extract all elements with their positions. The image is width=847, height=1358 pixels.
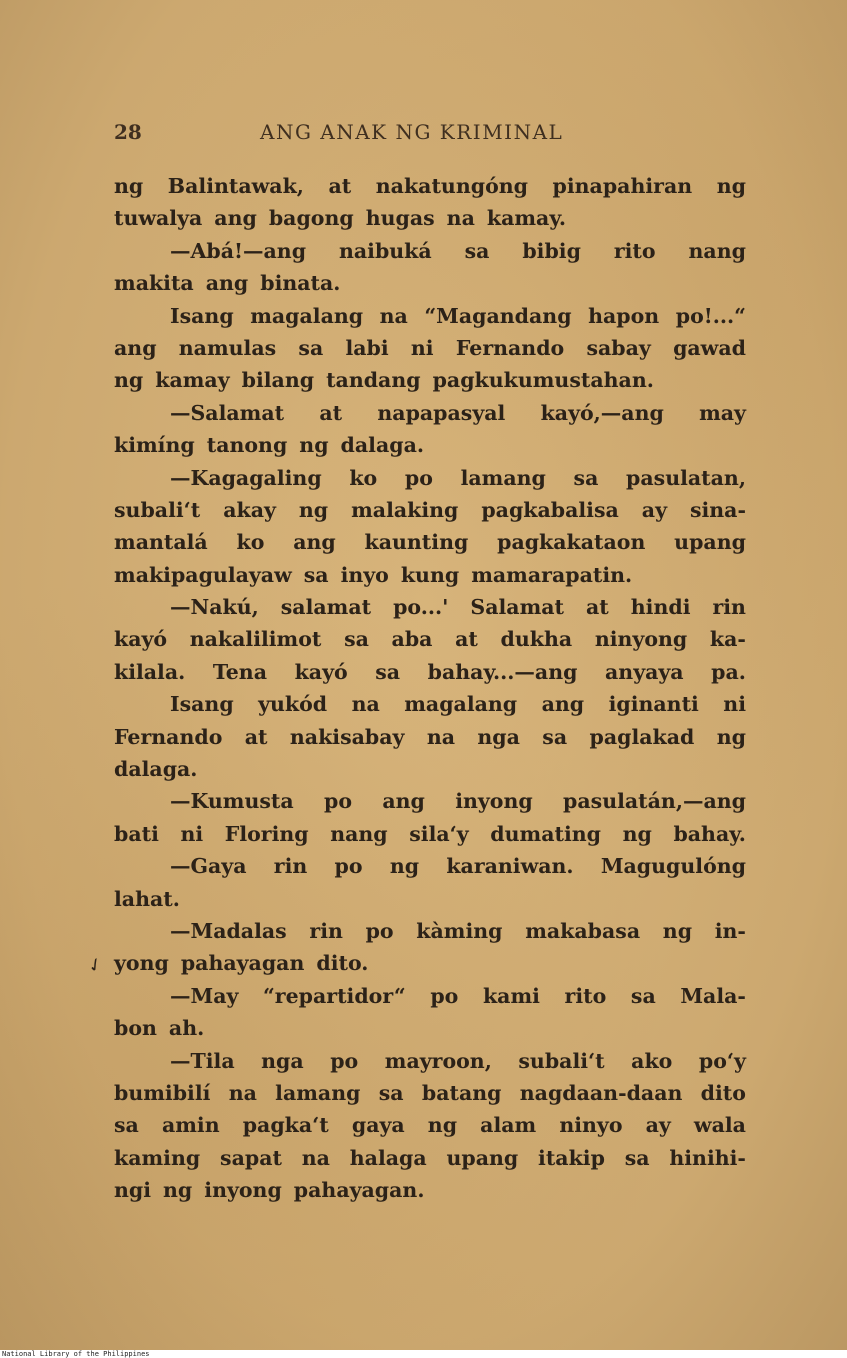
word: dukha <box>500 627 573 652</box>
word: gaya <box>351 1113 405 1138</box>
word: na <box>228 1080 257 1105</box>
word: makipagulayaw <box>114 562 292 587</box>
word: aba <box>391 627 433 652</box>
word: yong <box>114 951 169 976</box>
word: rin <box>309 918 343 943</box>
word: bati <box>114 821 159 846</box>
word: —Abá!—ang <box>170 238 307 263</box>
word: nang <box>330 821 388 846</box>
body-text <box>114 170 746 1207</box>
word: na <box>351 692 380 717</box>
word: rin <box>712 595 746 620</box>
word: ng <box>299 433 329 458</box>
word: ng <box>114 174 144 198</box>
word: batang <box>421 1080 502 1105</box>
word: nagdaan-daan <box>519 1080 683 1105</box>
word: napapasyal <box>377 400 506 425</box>
word: na <box>301 1145 330 1170</box>
text-line <box>114 1174 746 1206</box>
word: lamang <box>460 465 546 490</box>
word: kilala. <box>114 659 186 684</box>
word: ng <box>716 724 746 749</box>
word: pagkabalisa <box>481 497 619 522</box>
word: pasulatán,—ang <box>563 789 746 814</box>
word: anyaya <box>605 659 684 684</box>
word: bon <box>114 1016 157 1041</box>
word: inyong <box>455 789 533 814</box>
word: tuwalya <box>114 206 203 231</box>
word: may <box>699 400 746 425</box>
text-line <box>114 559 746 591</box>
word: ng <box>716 174 746 198</box>
word: hugas <box>365 206 435 231</box>
word: subali‘t <box>114 497 201 522</box>
word: sina- <box>689 497 746 522</box>
word: na <box>446 206 475 231</box>
page-number: 28 <box>114 120 142 144</box>
word: kàming <box>416 918 503 943</box>
word: sa <box>378 1080 404 1105</box>
word: sa <box>542 724 568 749</box>
word: salamat <box>280 595 372 620</box>
word: sa <box>573 465 599 490</box>
word: subali‘t <box>518 1048 605 1073</box>
word: ninyong <box>594 627 688 652</box>
word: ang <box>114 335 157 360</box>
word: —Kumusta <box>170 789 294 814</box>
word: Salamat <box>470 595 565 620</box>
word: Fernando <box>114 724 223 749</box>
word: hapon <box>588 303 660 328</box>
word: po <box>404 465 433 490</box>
word: po‘y <box>698 1048 746 1073</box>
word: pinapahiran <box>552 174 693 198</box>
word: ng <box>114 368 144 393</box>
word: inyong <box>204 1178 282 1203</box>
word: Mala- <box>680 983 746 1008</box>
word: nakalilimot <box>189 627 322 652</box>
word: “repartidor“ <box>263 983 406 1008</box>
word: mantalá <box>114 530 208 555</box>
text-line <box>114 753 746 785</box>
text-line <box>114 332 746 364</box>
text-line <box>114 300 746 332</box>
word: bumibilí <box>114 1080 211 1105</box>
page-header <box>114 120 754 150</box>
word: —Salamat <box>170 400 285 425</box>
word: sa <box>344 627 369 652</box>
word: sa <box>303 562 329 587</box>
word: ang <box>382 789 425 814</box>
word: na <box>426 724 456 749</box>
word: bahay...—ang <box>427 659 578 684</box>
word: dumating <box>490 821 601 846</box>
word: pagkukumustahan. <box>432 368 654 393</box>
word: Balintawak, <box>167 174 304 198</box>
word: ko <box>349 465 378 490</box>
word: po...' <box>393 595 449 620</box>
word: yukód <box>258 692 328 717</box>
word: upang <box>446 1145 519 1170</box>
word: itakip <box>538 1145 605 1170</box>
word: na <box>379 303 408 328</box>
word: —Kagagaling <box>170 465 322 490</box>
word: ng <box>298 497 329 522</box>
word: po <box>334 854 363 879</box>
word: bilang <box>241 368 315 393</box>
text-line <box>114 1045 746 1077</box>
text-line <box>114 688 746 720</box>
word: pa. <box>711 659 746 684</box>
word: paglakad <box>589 724 695 749</box>
word: ang <box>541 692 585 717</box>
running-title: ANG ANAK NG KRIMINAL <box>260 120 564 144</box>
text-line <box>114 202 746 234</box>
word: nakatungóng <box>375 174 528 198</box>
word: bagong <box>268 206 354 231</box>
word: rito <box>564 983 607 1008</box>
word: nakisabay <box>289 724 405 749</box>
word: po <box>324 789 353 814</box>
text-line <box>114 494 746 526</box>
word: ng <box>427 1113 458 1138</box>
word: at <box>328 174 352 198</box>
word: pasulatan, <box>626 465 746 490</box>
word: bibig <box>522 238 581 263</box>
word: sa <box>375 659 401 684</box>
word: pagka‘t <box>242 1113 329 1138</box>
word: ako <box>631 1048 673 1073</box>
word: ng <box>163 1178 193 1203</box>
text-line <box>114 1077 746 1109</box>
text-line <box>114 170 746 202</box>
word: at <box>586 595 609 620</box>
word: wala <box>693 1113 746 1138</box>
word: ni <box>410 335 434 360</box>
text-line <box>114 1012 746 1044</box>
word: ng <box>389 854 420 879</box>
text-line <box>114 235 746 267</box>
word: akay <box>223 497 276 522</box>
word: po <box>330 1048 359 1073</box>
text-line <box>114 656 746 688</box>
text-line <box>114 1142 746 1174</box>
word: bahay. <box>673 821 746 846</box>
word: ka- <box>709 627 746 652</box>
word: po <box>430 983 459 1008</box>
word: ang <box>205 271 249 296</box>
word: lamang <box>275 1080 361 1105</box>
word: pagkakataon <box>497 530 646 555</box>
word: sapat <box>220 1145 282 1170</box>
word: malaking <box>351 497 459 522</box>
word: ng <box>622 821 652 846</box>
word: rin <box>273 854 308 879</box>
word: nga <box>261 1048 304 1073</box>
word: sila‘y <box>409 821 469 846</box>
word: sa <box>624 1145 650 1170</box>
word: —Nakú, <box>170 595 259 620</box>
text-line <box>114 883 746 915</box>
word: inyo <box>340 562 389 587</box>
word: at <box>455 627 478 652</box>
word: —May <box>170 983 239 1008</box>
word: tanong <box>206 433 288 458</box>
text-line <box>114 591 746 623</box>
text-line <box>114 623 746 655</box>
word: ay <box>641 497 667 522</box>
word: kaming <box>114 1145 201 1170</box>
word: kimíng <box>114 433 195 458</box>
word: kung <box>400 562 460 587</box>
word: ng <box>662 918 693 943</box>
text-line <box>114 397 746 429</box>
text-line <box>114 462 746 494</box>
word: —Madalas <box>170 918 287 943</box>
text-line <box>114 785 746 817</box>
word: sa <box>298 335 324 360</box>
word: in- <box>714 918 746 943</box>
word: hinihi- <box>669 1145 746 1170</box>
word: dalaga. <box>340 433 424 458</box>
text-line <box>114 818 746 850</box>
word: at <box>244 724 268 749</box>
footer-credit: National Library of the Philippines <box>2 1350 150 1358</box>
text-line <box>114 429 746 461</box>
word: tandang <box>326 368 421 393</box>
word: dito. <box>316 951 369 976</box>
word: —Gaya <box>170 854 247 879</box>
word: ni <box>723 692 746 717</box>
word: Magugulóng <box>600 854 746 879</box>
word: dalaga. <box>114 757 198 782</box>
text-line <box>114 1109 746 1141</box>
word: pahayagan. <box>293 1178 425 1203</box>
word: hindi <box>630 595 691 620</box>
word: kaunting <box>364 530 469 555</box>
word: kayó <box>114 627 168 652</box>
word: ang <box>293 530 336 555</box>
word: halaga <box>349 1145 427 1170</box>
word: kamay <box>155 368 230 393</box>
word: iginanti <box>608 692 699 717</box>
word: ay <box>645 1113 671 1138</box>
word: Isang <box>170 303 234 328</box>
word: mayroon, <box>384 1048 492 1073</box>
word: —Tila <box>170 1048 235 1073</box>
word: rito <box>613 238 656 263</box>
word: naibuká <box>338 238 432 263</box>
word: kayó,—ang <box>540 400 664 425</box>
word: at <box>319 400 343 425</box>
word: Fernando <box>455 335 565 360</box>
word: makabasa <box>525 918 641 943</box>
word: ninyo <box>559 1113 623 1138</box>
word: ngi <box>114 1178 152 1203</box>
word: ah. <box>168 1016 205 1041</box>
text-line <box>114 364 746 396</box>
pencil-mark: ✓ <box>83 952 108 979</box>
word: makita <box>114 271 194 296</box>
word: nang <box>688 238 746 263</box>
word: binata. <box>260 271 341 296</box>
word: ko <box>236 530 265 555</box>
text-line <box>114 947 746 979</box>
text-line <box>114 850 746 882</box>
word: pahayagan <box>180 951 305 976</box>
word: po <box>365 918 394 943</box>
word: karaniwan. <box>446 854 574 879</box>
word: kamay. <box>486 206 567 231</box>
word: lahat. <box>114 886 180 911</box>
word: sabay <box>586 335 651 360</box>
word: amin <box>161 1113 220 1138</box>
word: “Magandang <box>424 303 572 328</box>
word: sa <box>464 238 490 263</box>
text-line <box>114 267 746 299</box>
word: Floring <box>224 821 309 846</box>
text-line <box>114 721 746 753</box>
word: magalang <box>250 303 364 328</box>
word: sa <box>630 983 656 1008</box>
word: magalang <box>404 692 518 717</box>
word: kami <box>482 983 540 1008</box>
word: Tena <box>212 659 267 684</box>
word: ni <box>180 821 204 846</box>
word: po!...“ <box>675 303 746 328</box>
word: alam <box>480 1113 537 1138</box>
word: namulas <box>178 335 277 360</box>
word: ang <box>214 206 257 231</box>
text-line <box>114 980 746 1012</box>
word: labi <box>345 335 389 360</box>
word: nga <box>477 724 520 749</box>
word: Isang <box>170 692 234 717</box>
word: sa <box>114 1113 139 1138</box>
word: gawad <box>673 335 746 360</box>
word: upang <box>674 530 746 555</box>
text-line <box>114 526 746 558</box>
word: mamarapatin. <box>471 562 633 587</box>
text-line <box>114 915 746 947</box>
word: dito <box>700 1080 746 1105</box>
word: kayó <box>294 659 348 684</box>
